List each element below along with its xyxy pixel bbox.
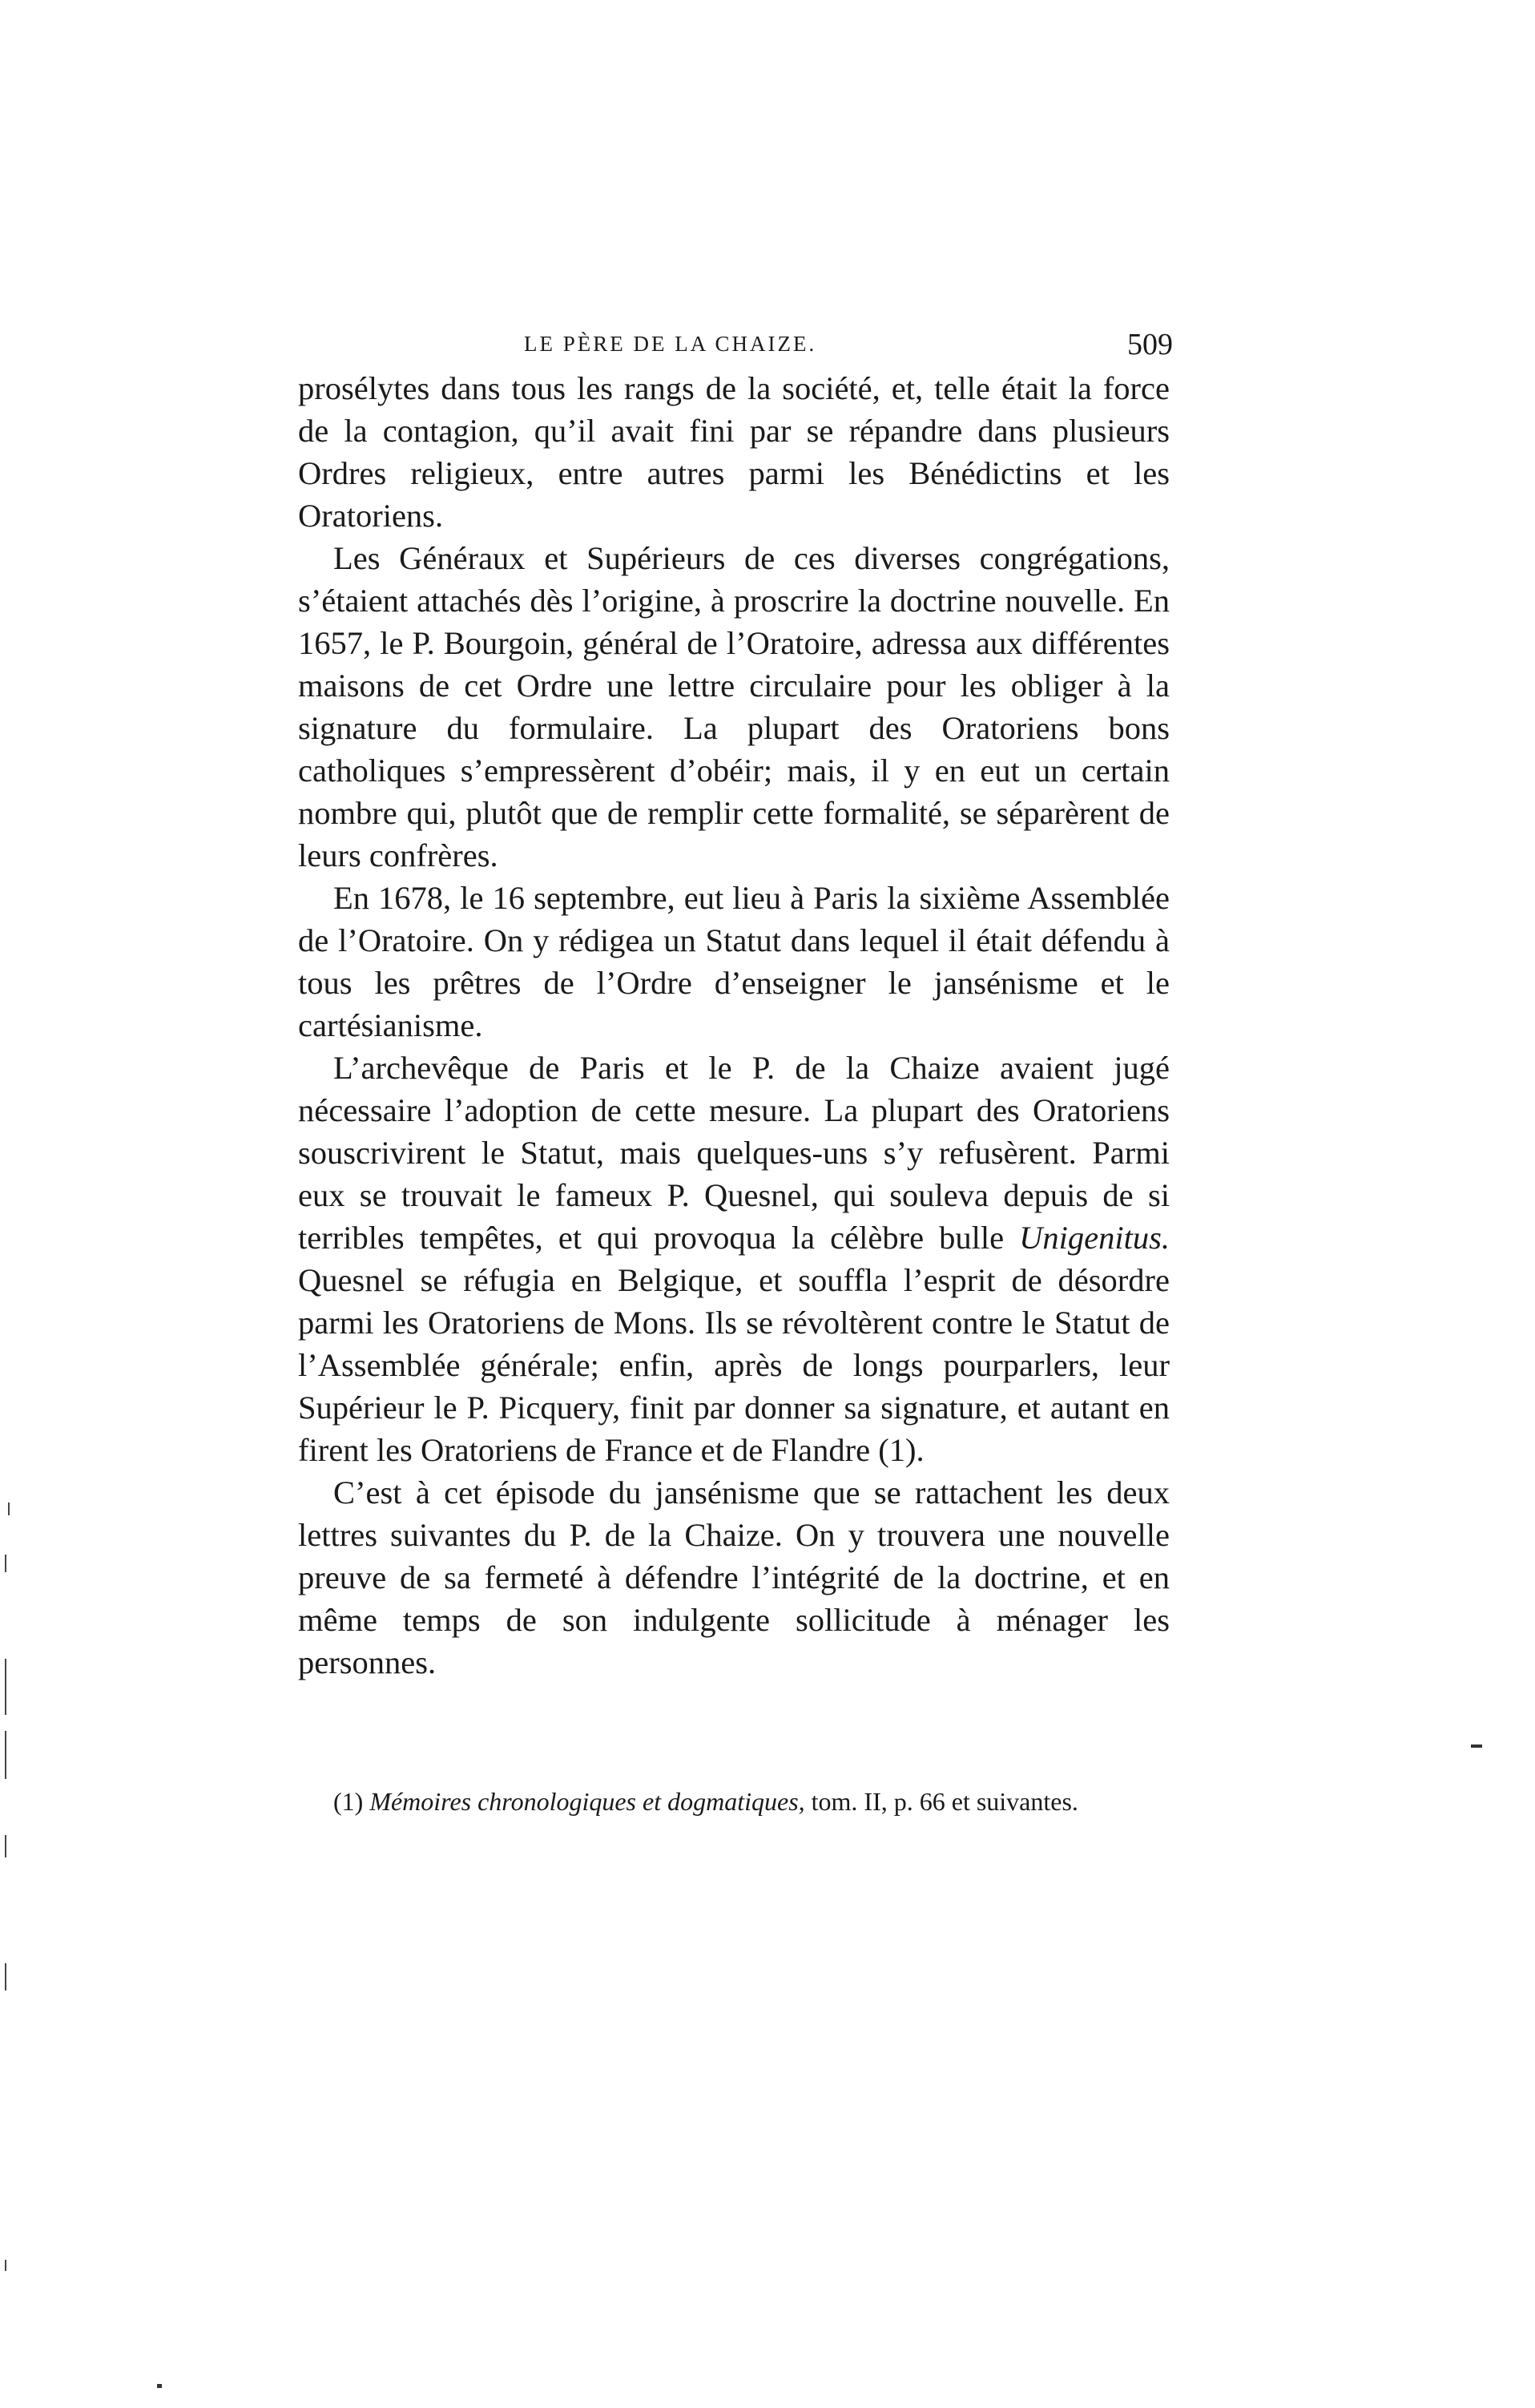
footnote-marker: (1)	[333, 1787, 364, 1816]
paragraph-5	[298, 1471, 1170, 1684]
paragraph-3-text: En 1678, le 16 septembre, eut lieu à Paris la sixième Assemblée de l’Oratoire. On y rédigea un Statut dans lequel il était défendu à tous les prêtres de l’Ordre d’enseigner le jansénisme et le cartésianisme.	[298, 880, 1170, 1043]
paragraph-1-text: prosélytes dans tous les rangs de la société, et, telle était la force de la contagion, qu’il avait fini par se répandre dans plusieurs Ordres religieux, entre autres parmi les Bénédictins et les Oratoriens.	[298, 370, 1170, 534]
paragraph-5-text: C’est à cet épisode du jansénisme que se rattachent les deux lettres suivantes du P. de la Chaize. On y trouvera une nouvelle preuve de sa fermeté à défendre l’intégrité de la doctrine, et en même temps de son indulgente sollicitude à ménager les personnes.	[298, 1474, 1170, 1680]
scan-artifact-mark	[5, 2260, 6, 2271]
paragraph-4	[298, 1047, 1170, 1471]
footnote-work-title: Mémoires chronologiques et dogmatiques,	[369, 1787, 805, 1816]
scan-artifact-mark	[5, 1731, 6, 1779]
scan-artifact-mark	[8, 1502, 10, 1515]
scan-artifact-mark	[5, 1835, 6, 1857]
paragraph-4-text-after: Quesnel se réfugia en Belgique, et souffla l’esprit de désordre parmi les Oratoriens de Mons. Ils se révoltèrent contre le Statut de l’Assemblée générale; enfin, après de longs pourparlers, leur Supérieur le P. Picquery, finit par donner sa signature, et autant en firent les Oratoriens de France et de Flandre (1).	[298, 1262, 1170, 1468]
paragraph-3	[298, 877, 1170, 1047]
paragraph-4-italic-title: Unigenitus.	[1019, 1220, 1170, 1256]
paragraph-2-text: Les Généraux et Supérieurs de ces diverses congrégations, s’étaient attachés dès l’origine, à proscrire la doctrine nouvelle. En 1657, le P. Bourgoin, général de l’Oratoire, adressa aux différentes maisons de cet Ordre une lettre circulaire pour les obliger à la signature du formulaire. La plupart des Oratoriens bons catholiques s’empressèrent d’obéir; mais, il y en eut un certain nombre qui, plutôt que de remplir cette formalité, se séparèrent de leurs confrères.	[298, 540, 1170, 873]
page-header	[298, 327, 1173, 369]
footnote-text	[298, 1781, 1170, 1822]
scan-artifact-dash	[1471, 1744, 1482, 1748]
paragraph-2	[298, 537, 1170, 877]
scan-artifact-mark	[5, 1659, 6, 1715]
scan-artifact-mark	[5, 1963, 6, 1991]
running-title: LE PÈRE DE LA CHAIZE.	[524, 332, 817, 356]
scan-artifact-mark	[5, 1555, 6, 1572]
paragraph-4-text-before: L’archevêque de Paris et le P. de la Chaize avaient jugé nécessaire l’adoption de cette mesure. La plupart des Oratoriens souscrivirent le Statut, mais quelques-uns s’y refusèrent. Parmi eux se trouvait le fameux P. Quesnel, qui souleva depuis de si terribles tempêtes, et qui provoqua la célèbre bulle	[298, 1050, 1170, 1256]
body-text	[298, 367, 1170, 1684]
footnote	[298, 1781, 1170, 1822]
scan-artifact-dot	[157, 2384, 162, 2388]
page-number: 509	[1127, 328, 1173, 361]
footnote-reference: tom. II, p. 66 et suivantes.	[811, 1787, 1078, 1816]
paragraph-1	[298, 367, 1170, 537]
